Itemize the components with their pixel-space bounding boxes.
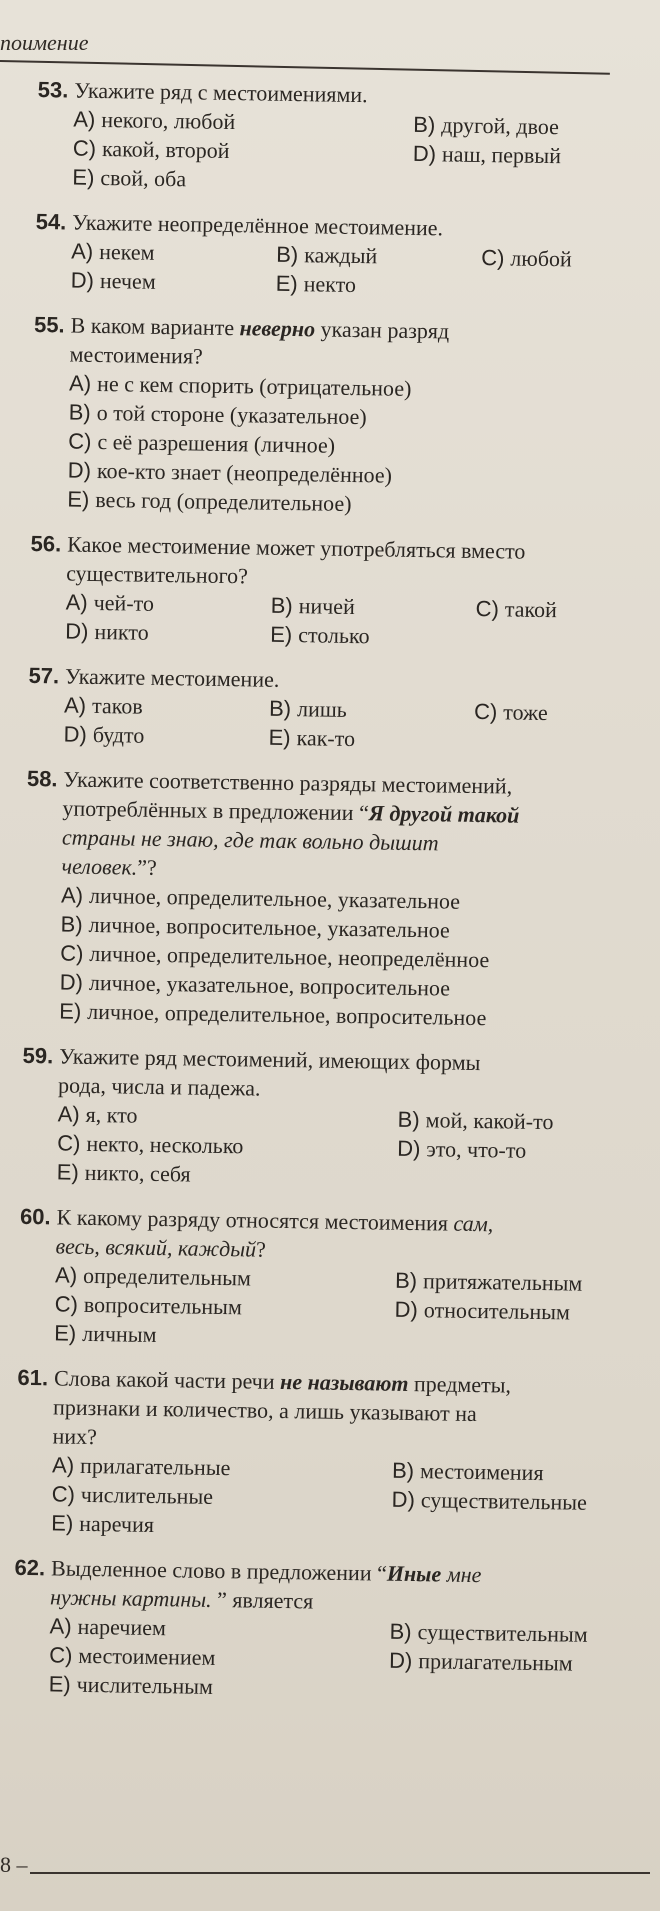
- text-segment: ”?: [137, 854, 157, 880]
- text-segment: весь, всякий, каждый: [55, 1233, 257, 1262]
- option-letter: A): [68, 370, 92, 396]
- option-text: такой: [504, 596, 558, 623]
- text-segment: Укажите соответственно разряды местоимений,: [63, 766, 513, 799]
- option-letter: C): [48, 1642, 73, 1668]
- option-text: никто: [94, 618, 149, 645]
- question-number: 54.: [35, 208, 67, 235]
- option-letter: B): [389, 1618, 412, 1645]
- answer-option-d: [71, 266, 276, 298]
- question-number: 58.: [26, 765, 58, 792]
- option-letter: E): [56, 1159, 79, 1185]
- question-text: [30, 529, 631, 596]
- option-text: таков: [91, 692, 143, 719]
- text-segment: Слова какой части речи: [53, 1365, 281, 1394]
- option-text: я, кто: [85, 1101, 138, 1128]
- option-letter: E): [51, 1510, 74, 1536]
- question-53: [36, 75, 638, 200]
- text-segment: сам,: [453, 1210, 494, 1237]
- option-text: прилагательным: [418, 1648, 573, 1676]
- option-text: местоимения: [419, 1458, 544, 1486]
- option-text: чей-то: [93, 589, 155, 616]
- option-text: каждый: [304, 242, 378, 269]
- option-text: существительные: [420, 1487, 588, 1515]
- option-letter: D): [59, 969, 84, 995]
- option-letter: B): [268, 695, 292, 722]
- text-segment: предметы,: [408, 1370, 512, 1398]
- question-text: [19, 1202, 620, 1269]
- option-text: кое-кто знает (неопределённое): [96, 457, 393, 488]
- text-segment: В каком варианте: [70, 312, 240, 341]
- answer-options: [23, 880, 625, 1034]
- answer-option-e: [276, 269, 481, 301]
- answer-option-e: [49, 1669, 389, 1703]
- option-letter: D): [391, 1486, 416, 1513]
- option-letter: C): [51, 1481, 76, 1507]
- text-segment: Какое местоимение может употребляться вместо: [67, 531, 526, 564]
- answer-option-e: [54, 1318, 394, 1352]
- text-segment: ?: [255, 1236, 267, 1262]
- option-text: лишь: [296, 696, 348, 722]
- question-list: [12, 75, 638, 1723]
- option-text: притяжательным: [422, 1268, 583, 1296]
- answer-option-b: [276, 240, 481, 272]
- option-text: ничей: [298, 593, 356, 620]
- question-text: [22, 1041, 623, 1108]
- text-segment: них?: [52, 1423, 98, 1450]
- option-text: числительные: [80, 1481, 214, 1509]
- answer-option-e: [57, 1157, 397, 1191]
- text-segment: нужны картины.: [49, 1584, 212, 1612]
- text-segment: не называют: [279, 1368, 409, 1396]
- option-letter: A): [51, 1452, 75, 1478]
- answer-option-d: [389, 1646, 573, 1678]
- option-text: наречия: [79, 1510, 155, 1537]
- option-text: некто, несколько: [86, 1130, 244, 1159]
- answer-option-b: [392, 1456, 544, 1487]
- answer-option-c: [68, 427, 335, 460]
- option-letter: C): [475, 595, 500, 622]
- question-number: 62.: [14, 1554, 46, 1581]
- option-letter: B): [276, 241, 299, 268]
- option-text: наречием: [77, 1613, 167, 1641]
- option-letter: D): [65, 618, 89, 644]
- answer-option-e: [268, 723, 473, 755]
- option-text: личным: [82, 1320, 157, 1348]
- option-text: прилагательные: [79, 1452, 231, 1481]
- answer-option-c: [474, 697, 548, 727]
- option-letter: B): [391, 1457, 415, 1484]
- option-text: вопросительным: [83, 1291, 243, 1320]
- option-letter: E): [48, 1671, 71, 1697]
- option-letter: B): [394, 1267, 418, 1294]
- question-text: [25, 764, 627, 889]
- option-text: любой: [510, 245, 572, 272]
- question-61: [15, 1363, 618, 1546]
- header-rule: [0, 60, 610, 75]
- question-number: 53.: [37, 76, 69, 103]
- text-segment: Выделенное слово в предложении “: [50, 1555, 388, 1586]
- answer-option-b: [395, 1266, 583, 1298]
- option-letter: B): [270, 592, 293, 619]
- option-text: числительным: [76, 1671, 214, 1699]
- answer-option-d: [63, 719, 268, 751]
- answer-option-b: [68, 398, 367, 432]
- option-letter: C): [72, 135, 97, 161]
- option-text: личное, определительное, указательное: [88, 882, 461, 914]
- option-text: личное, определительное, вопросительное: [87, 998, 487, 1031]
- option-text: личное, указательное, вопросительное: [88, 969, 451, 1001]
- answer-option-a: [64, 690, 269, 722]
- option-text: о той стороне (указательное): [96, 399, 367, 430]
- answer-options: [29, 587, 630, 654]
- option-text: местоимением: [78, 1642, 216, 1670]
- option-letter: B): [397, 1106, 420, 1133]
- answer-options: [36, 104, 637, 200]
- option-letter: E): [268, 724, 291, 751]
- option-letter: E): [72, 164, 95, 190]
- option-letter: A): [63, 692, 87, 718]
- answer-options: [15, 1450, 616, 1546]
- answer-option-a: [71, 237, 276, 269]
- option-letter: A): [73, 106, 96, 132]
- option-letter: E): [270, 621, 293, 648]
- option-letter: B): [60, 911, 83, 937]
- question-number: 60.: [19, 1203, 51, 1230]
- option-text: личное, определительное, неопределённое: [89, 940, 490, 973]
- option-letter: D): [70, 267, 95, 293]
- question-text: [33, 310, 634, 377]
- question-57: [27, 661, 628, 757]
- question-number: 57.: [28, 662, 60, 689]
- question-number: 59.: [22, 1042, 54, 1069]
- answer-option-a: [65, 588, 270, 620]
- question-56: [29, 529, 631, 654]
- option-letter: D): [63, 721, 88, 747]
- option-text: личное, вопросительное, указательное: [88, 911, 450, 943]
- option-text: не с кем спорить (отрицательное): [96, 370, 412, 401]
- option-text: столько: [298, 622, 370, 649]
- option-text: нечем: [99, 268, 156, 294]
- option-text: будто: [92, 721, 145, 748]
- question-number: 55.: [33, 311, 65, 338]
- option-letter: E): [275, 270, 298, 297]
- answer-option-b: [270, 591, 475, 623]
- text-segment: указан разряд: [314, 316, 450, 344]
- option-letter: A): [49, 1613, 72, 1639]
- question-number: 61.: [17, 1364, 49, 1391]
- option-letter: E): [54, 1320, 77, 1346]
- option-text: никто, себя: [84, 1159, 191, 1187]
- option-text: существительным: [417, 1619, 588, 1647]
- question-text: [14, 1553, 615, 1620]
- page-number: 8 –: [0, 1852, 28, 1877]
- option-letter: D): [67, 457, 92, 483]
- text-segment: Укажите местоимение.: [64, 663, 280, 692]
- option-letter: A): [57, 1101, 80, 1127]
- option-letter: A): [54, 1262, 78, 1288]
- option-text: это, что-то: [426, 1136, 527, 1163]
- option-text: другой, двое: [441, 112, 560, 140]
- question-58: [23, 764, 627, 1034]
- option-text: определительным: [82, 1262, 252, 1291]
- answer-option-d: [65, 616, 270, 648]
- option-letter: D): [412, 140, 437, 167]
- option-text: мой, какой-то: [425, 1107, 554, 1135]
- text-segment: признаки и количество, а лишь указывают на: [52, 1394, 478, 1427]
- answer-option-b: [269, 694, 474, 726]
- answer-option-d: [413, 139, 562, 170]
- option-letter: A): [71, 238, 94, 264]
- question-54: [35, 207, 636, 303]
- answer-option-e: [67, 485, 352, 518]
- option-text: некем: [99, 238, 155, 265]
- option-text: весь год (определительное): [95, 486, 352, 516]
- text-segment: Укажите неопределённое местоимение.: [72, 209, 444, 241]
- text-segment: употреблённых в предложении “: [62, 795, 370, 826]
- option-text: некого, любой: [101, 107, 236, 135]
- text-segment: рода, числа и падежа.: [57, 1072, 261, 1101]
- option-text: тоже: [503, 699, 548, 726]
- text-segment: страны не знаю, где так вольно дышит: [61, 824, 439, 856]
- text-segment: существительного?: [65, 560, 249, 589]
- option-letter: E): [67, 486, 90, 512]
- option-letter: D): [394, 1296, 419, 1323]
- answer-options: [13, 1611, 614, 1707]
- option-letter: C): [57, 1130, 81, 1156]
- answer-option-e: [59, 996, 486, 1032]
- answer-option-e: [270, 620, 475, 652]
- option-letter: B): [68, 399, 91, 425]
- option-letter: E): [59, 998, 82, 1024]
- option-text: некто: [303, 271, 357, 298]
- option-letter: A): [60, 882, 84, 908]
- question-59: [21, 1041, 623, 1195]
- text-segment: ” является: [211, 1586, 314, 1614]
- answer-options: [27, 690, 628, 757]
- text-segment: Укажите ряд местоимений, имеющих формы: [58, 1043, 481, 1076]
- option-letter: C): [54, 1291, 79, 1317]
- answer-options: [35, 236, 636, 303]
- question-text: [16, 1363, 617, 1459]
- question-60: [18, 1202, 620, 1356]
- option-text: свой, оба: [100, 164, 187, 192]
- option-text: как-то: [296, 725, 356, 752]
- section-header: поимение: [0, 30, 89, 55]
- option-letter: D): [388, 1647, 413, 1674]
- option-text: относительным: [423, 1297, 571, 1325]
- text-segment: местоимения?: [69, 341, 204, 369]
- answer-option-b: [413, 110, 559, 141]
- answer-options: [21, 1099, 622, 1195]
- answer-option-e: [72, 163, 412, 197]
- option-text: какой, второй: [101, 136, 230, 164]
- text-segment: К какому разряду относятся местоимения: [56, 1204, 454, 1236]
- text-segment: Я другой такой: [368, 800, 520, 828]
- answer-options: [31, 368, 633, 522]
- answer-options: [18, 1260, 619, 1356]
- question-number: 56.: [30, 530, 62, 557]
- option-letter: C): [480, 244, 505, 271]
- footer-rule: [30, 1872, 650, 1874]
- option-letter: C): [60, 940, 84, 966]
- question-62: [13, 1553, 615, 1707]
- text-segment: неверно: [239, 315, 316, 342]
- option-letter: C): [68, 428, 92, 454]
- answer-option-b: [397, 1105, 553, 1136]
- answer-option-c: [475, 594, 557, 624]
- option-letter: B): [413, 111, 436, 138]
- answer-option-d: [394, 1295, 570, 1327]
- question-55: [31, 310, 634, 522]
- answer-option-d: [391, 1485, 587, 1517]
- option-text: с её разрешения (личное): [97, 428, 336, 458]
- option-letter: D): [396, 1135, 421, 1162]
- text-segment: человек.: [61, 853, 138, 880]
- option-letter: A): [65, 589, 88, 615]
- text-segment: Укажите ряд с местоимениями.: [74, 77, 368, 108]
- answer-option-d: [397, 1134, 526, 1165]
- option-text: наш, первый: [441, 141, 562, 169]
- text-segment: Иные: [386, 1560, 442, 1587]
- option-letter: C): [473, 698, 498, 725]
- answer-option-b: [389, 1617, 588, 1649]
- answer-option-c: [481, 243, 572, 273]
- answer-option-e: [51, 1508, 391, 1542]
- text-segment: мне: [441, 1561, 482, 1588]
